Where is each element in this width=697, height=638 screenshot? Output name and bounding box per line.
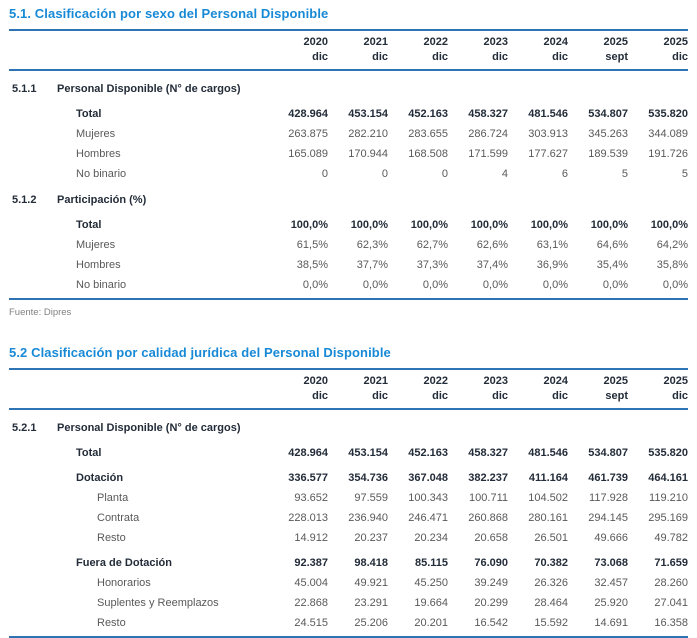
cell-value: 411.164 xyxy=(528,472,568,484)
cell-value: 104.502 xyxy=(528,492,568,504)
data-row xyxy=(9,443,688,463)
data-row xyxy=(9,573,688,593)
row-label: Mujeres xyxy=(76,239,116,251)
row-label: Total xyxy=(76,447,102,459)
column-year: 2025 xyxy=(663,36,688,48)
data-row xyxy=(9,553,688,573)
data-row xyxy=(9,528,688,548)
data-row xyxy=(9,613,688,633)
cell-value: 25.206 xyxy=(354,617,388,629)
cell-value: 354.736 xyxy=(348,472,388,484)
column-period: dic xyxy=(432,390,448,402)
section-row xyxy=(9,190,688,210)
cell-value: 100.343 xyxy=(408,492,448,504)
cell-value: 25.920 xyxy=(594,597,628,609)
cell-value: 0,0% xyxy=(482,279,508,291)
data-row xyxy=(9,255,688,275)
cell-value: 49.921 xyxy=(354,577,388,589)
cell-value: 98.418 xyxy=(354,557,388,569)
cell-value: 280.161 xyxy=(528,512,568,524)
row-label: Contrata xyxy=(97,512,140,524)
cell-value: 27.041 xyxy=(654,597,688,609)
cell-value: 39.249 xyxy=(474,577,508,589)
cell-value: 20.234 xyxy=(414,532,448,544)
label-column-spacer xyxy=(9,374,268,404)
column-header xyxy=(568,35,628,65)
column-header xyxy=(508,35,568,65)
cell-value: 100,0% xyxy=(410,219,448,231)
cell-value: 461.739 xyxy=(588,472,628,484)
data-row xyxy=(9,215,688,235)
cell-value: 170.944 xyxy=(348,148,388,160)
column-header xyxy=(448,35,508,65)
data-row xyxy=(9,235,688,255)
cell-value: 100,0% xyxy=(470,219,508,231)
row-label: Resto xyxy=(97,617,126,629)
cell-value: 0,0% xyxy=(362,279,388,291)
cell-value: 260.868 xyxy=(468,512,508,524)
cell-value: 20.201 xyxy=(414,617,448,629)
column-period: dic xyxy=(492,390,508,402)
cell-value: 85.115 xyxy=(414,557,448,569)
table-5-2 xyxy=(9,368,688,638)
cell-value: 452.163 xyxy=(408,447,448,459)
cell-value: 100,0% xyxy=(350,219,388,231)
cell-value: 283.655 xyxy=(408,128,448,140)
column-year: 2024 xyxy=(543,36,568,48)
cell-value: 282.210 xyxy=(348,128,388,140)
cell-value: 534.807 xyxy=(588,447,628,459)
table-column-headers xyxy=(9,31,688,71)
cell-value: 458.327 xyxy=(468,108,508,120)
cell-value: 35,8% xyxy=(656,259,688,271)
data-row xyxy=(9,104,688,124)
column-header xyxy=(628,35,688,65)
cell-value: 100,0% xyxy=(650,219,688,231)
cell-value: 481.546 xyxy=(528,447,568,459)
cell-value: 23.291 xyxy=(354,597,388,609)
cell-value: 191.726 xyxy=(648,148,688,160)
cell-value: 20.237 xyxy=(354,532,388,544)
section-label: Participación (%) xyxy=(57,194,147,206)
section-number: 5.2.1 xyxy=(12,422,37,434)
cell-value: 14.691 xyxy=(594,617,628,629)
row-label: Fuera de Dotación xyxy=(76,557,172,569)
cell-value: 367.048 xyxy=(408,472,448,484)
cell-value: 117.928 xyxy=(589,492,628,504)
cell-value: 5 xyxy=(681,168,688,180)
cell-value: 535.820 xyxy=(648,447,688,459)
column-year: 2021 xyxy=(363,36,388,48)
column-year: 2025 xyxy=(603,36,628,48)
cell-value: 286.724 xyxy=(468,128,508,140)
cell-value: 37,7% xyxy=(356,259,388,271)
cell-value: 428.964 xyxy=(288,447,328,459)
cell-value: 22.868 xyxy=(294,597,328,609)
column-year: 2023 xyxy=(483,375,508,387)
cell-value: 36,9% xyxy=(536,259,568,271)
table-body xyxy=(9,71,688,295)
cell-value: 16.542 xyxy=(474,617,508,629)
cell-value: 458.327 xyxy=(468,447,508,459)
data-row xyxy=(9,593,688,613)
column-period: dic xyxy=(312,51,328,63)
column-period: dic xyxy=(552,390,568,402)
column-year: 2025 xyxy=(663,375,688,387)
column-year: 2022 xyxy=(423,36,448,48)
column-period: dic xyxy=(432,51,448,63)
cell-value: 100,0% xyxy=(530,219,568,231)
cell-value: 263.875 xyxy=(288,128,328,140)
cell-value: 294.145 xyxy=(588,512,628,524)
row-label: Hombres xyxy=(76,148,121,160)
table-column-headers xyxy=(9,370,688,410)
column-header xyxy=(628,374,688,404)
column-header xyxy=(328,374,388,404)
row-label: Dotación xyxy=(76,472,124,484)
cell-value: 295.169 xyxy=(648,512,688,524)
cell-value: 14.912 xyxy=(294,532,328,544)
cell-value: 45.250 xyxy=(414,577,448,589)
column-header xyxy=(328,35,388,65)
row-label: Total xyxy=(76,219,102,231)
cell-value: 61,5% xyxy=(296,239,328,251)
cell-value: 452.163 xyxy=(408,108,448,120)
cell-value: 453.154 xyxy=(348,447,388,459)
data-row xyxy=(9,488,688,508)
cell-value: 189.539 xyxy=(588,148,628,160)
column-period: dic xyxy=(492,51,508,63)
cell-value: 236.940 xyxy=(348,512,388,524)
cell-value: 345.263 xyxy=(588,128,628,140)
cell-value: 0,0% xyxy=(542,279,568,291)
column-period: dic xyxy=(312,390,328,402)
cell-value: 16.358 xyxy=(654,617,688,629)
cell-value: 20.658 xyxy=(474,532,508,544)
table-5-1 xyxy=(9,29,688,300)
cell-value: 26.501 xyxy=(534,532,568,544)
column-period: sept xyxy=(605,51,628,63)
cell-value: 464.161 xyxy=(648,472,688,484)
cell-value: 168.508 xyxy=(408,148,448,160)
cell-value: 0,0% xyxy=(662,279,688,291)
table-5-2-title: 5.2 Clasificación por calidad jurídica del Personal Disponible xyxy=(9,345,391,360)
cell-value: 49.782 xyxy=(654,532,688,544)
cell-value: 15.592 xyxy=(534,617,568,629)
label-column-spacer xyxy=(9,35,268,65)
row-label: Total xyxy=(76,108,102,120)
cell-value: 32.457 xyxy=(594,577,628,589)
cell-value: 92.387 xyxy=(294,557,328,569)
column-header xyxy=(268,374,328,404)
column-period: dic xyxy=(672,51,688,63)
data-row xyxy=(9,144,688,164)
column-period: dic xyxy=(372,390,388,402)
source-note: Fuente: Dipres xyxy=(9,307,72,318)
data-row xyxy=(9,275,688,295)
cell-value: 177.627 xyxy=(528,148,568,160)
cell-value: 71.659 xyxy=(654,557,688,569)
cell-value: 428.964 xyxy=(288,108,328,120)
cell-value: 0 xyxy=(381,168,388,180)
section-label: Personal Disponible (N° de cargos) xyxy=(57,83,241,95)
cell-value: 100.711 xyxy=(469,492,508,504)
cell-value: 0 xyxy=(321,168,328,180)
cell-value: 37,3% xyxy=(416,259,448,271)
data-row xyxy=(9,468,688,488)
section-number: 5.1.2 xyxy=(12,194,37,206)
column-header xyxy=(508,374,568,404)
cell-value: 35,4% xyxy=(596,259,628,271)
column-period: sept xyxy=(605,390,628,402)
cell-value: 246.471 xyxy=(408,512,448,524)
cell-value: 5 xyxy=(621,168,628,180)
row-label: Mujeres xyxy=(76,128,116,140)
row-label: Hombres xyxy=(76,259,121,271)
column-year: 2022 xyxy=(423,375,448,387)
cell-value: 119.210 xyxy=(649,492,688,504)
row-label: Planta xyxy=(97,492,129,504)
section-number: 5.1.1 xyxy=(12,83,37,95)
column-period: dic xyxy=(672,390,688,402)
column-period: dic xyxy=(372,51,388,63)
section-row xyxy=(9,418,688,438)
cell-value: 93.652 xyxy=(294,492,328,504)
cell-value: 165.089 xyxy=(288,148,328,160)
cell-value: 64,2% xyxy=(656,239,688,251)
column-header xyxy=(448,374,508,404)
cell-value: 38,5% xyxy=(296,259,328,271)
cell-value: 0,0% xyxy=(302,279,328,291)
data-row xyxy=(9,508,688,528)
cell-value: 535.820 xyxy=(648,108,688,120)
row-label: No binario xyxy=(76,168,127,180)
cell-value: 100,0% xyxy=(590,219,628,231)
column-year: 2020 xyxy=(303,375,328,387)
cell-value: 453.154 xyxy=(348,108,388,120)
cell-value: 0 xyxy=(441,168,448,180)
column-year: 2020 xyxy=(303,36,328,48)
table-5-1-title: 5.1. Clasificación por sexo del Personal Disponible xyxy=(9,6,329,21)
cell-value: 336.577 xyxy=(288,472,328,484)
cell-value: 37,4% xyxy=(476,259,508,271)
cell-value: 97.559 xyxy=(354,492,388,504)
column-year: 2025 xyxy=(603,375,628,387)
data-row xyxy=(9,164,688,184)
data-row xyxy=(9,124,688,144)
cell-value: 73.068 xyxy=(594,557,628,569)
cell-value: 62,6% xyxy=(476,239,508,251)
column-year: 2021 xyxy=(363,375,388,387)
column-header xyxy=(568,374,628,404)
column-header xyxy=(268,35,328,65)
cell-value: 303.913 xyxy=(528,128,568,140)
row-label: No binario xyxy=(76,279,127,291)
table-body xyxy=(9,410,688,633)
cell-value: 19.664 xyxy=(414,597,448,609)
cell-value: 344.089 xyxy=(648,128,688,140)
cell-value: 49.666 xyxy=(594,532,628,544)
column-year: 2023 xyxy=(483,36,508,48)
column-header xyxy=(388,374,448,404)
cell-value: 62,7% xyxy=(416,239,448,251)
column-period: dic xyxy=(552,51,568,63)
cell-value: 171.599 xyxy=(468,148,508,160)
column-year: 2024 xyxy=(543,375,568,387)
cell-value: 28.260 xyxy=(654,577,688,589)
cell-value: 76.090 xyxy=(474,557,508,569)
cell-value: 0,0% xyxy=(422,279,448,291)
cell-value: 100,0% xyxy=(290,219,328,231)
cell-value: 382.237 xyxy=(468,472,508,484)
row-label: Suplentes y Reemplazos xyxy=(97,597,219,609)
section-row xyxy=(9,79,688,99)
column-header xyxy=(388,35,448,65)
cell-value: 64,6% xyxy=(596,239,628,251)
cell-value: 45.004 xyxy=(294,577,328,589)
row-label: Resto xyxy=(97,532,126,544)
cell-value: 6 xyxy=(561,168,568,180)
cell-value: 62,3% xyxy=(356,239,388,251)
cell-value: 20.299 xyxy=(474,597,508,609)
cell-value: 70.382 xyxy=(534,557,568,569)
cell-value: 28.464 xyxy=(534,597,568,609)
cell-value: 24.515 xyxy=(294,617,328,629)
cell-value: 0,0% xyxy=(602,279,628,291)
cell-value: 63,1% xyxy=(536,239,568,251)
row-label: Honorarios xyxy=(97,577,151,589)
cell-value: 481.546 xyxy=(528,108,568,120)
cell-value: 228.013 xyxy=(288,512,328,524)
section-label: Personal Disponible (N° de cargos) xyxy=(57,422,241,434)
cell-value: 534.807 xyxy=(588,108,628,120)
cell-value: 26.326 xyxy=(534,577,568,589)
cell-value: 4 xyxy=(501,168,508,180)
